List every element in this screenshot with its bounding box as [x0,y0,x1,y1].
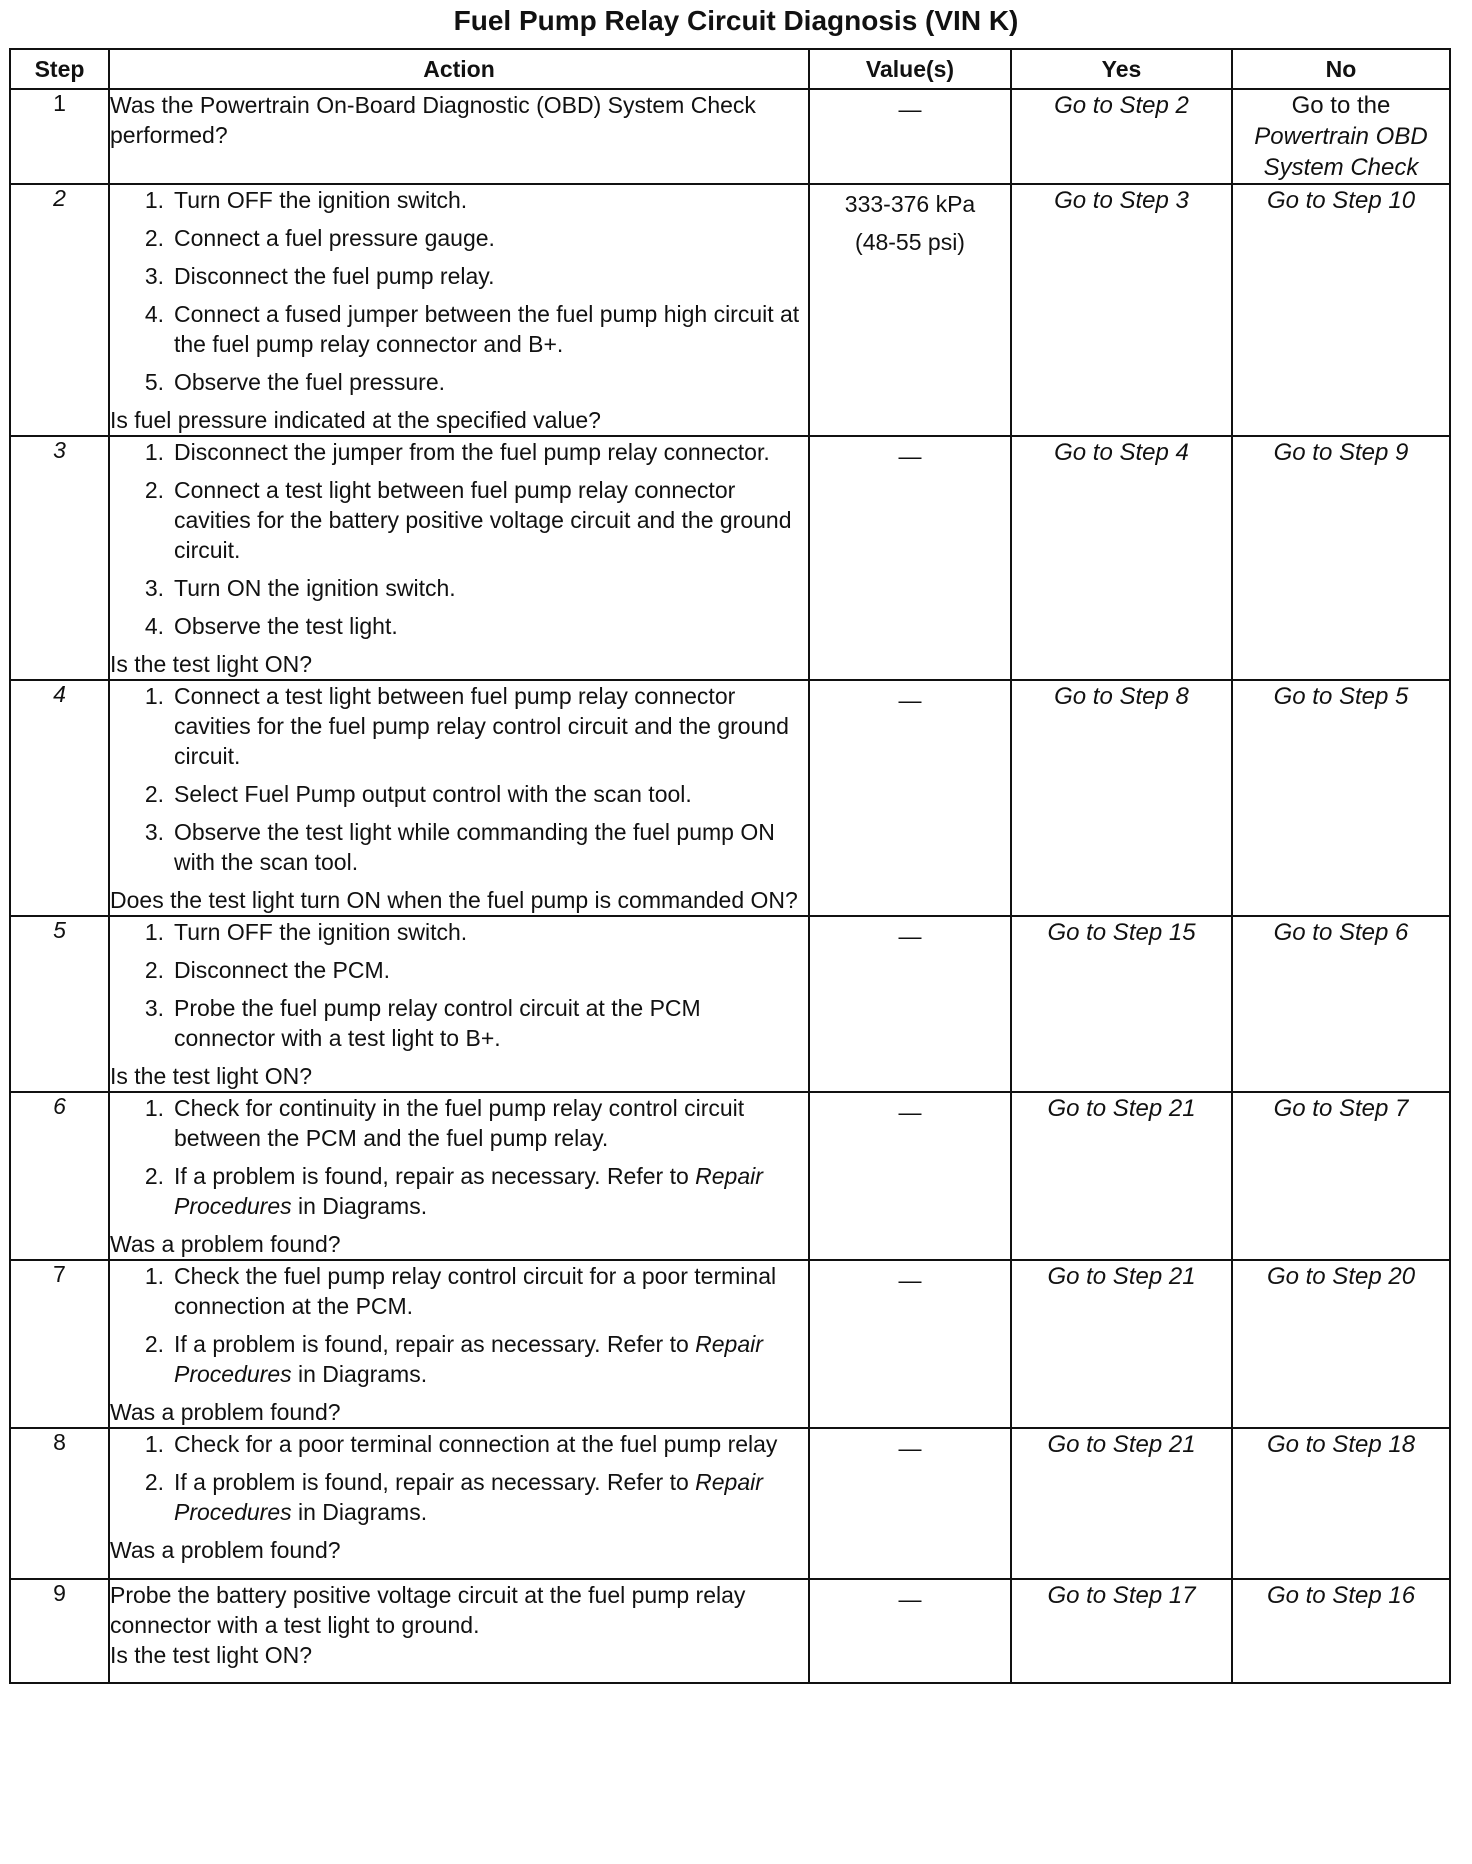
action-step-text-tail: in Diagrams. [291,1361,428,1387]
no-cell: Go to Step 10 [1232,184,1450,436]
yes-cell: Go to Step 17 [1011,1579,1232,1683]
action-step-text [174,817,808,877]
action-step-item [110,993,808,1053]
action-step-item [110,917,808,947]
reference-link-text: Powertrain OBD System Check [1254,123,1428,181]
action-step-item [110,185,808,215]
action-step-text [174,993,808,1053]
action-step-text-tail: in Diagrams. [291,1193,428,1219]
action-step-item [110,1429,808,1459]
value-cell [809,916,1011,1092]
action-step-text-main: Check for a poor terminal connection at the fuel pump relay [174,1431,778,1457]
action-step-item [110,779,808,809]
action-step-number: 2. [144,781,164,807]
action-steps-list [110,681,808,877]
no-cell: Go to Step 6 [1232,916,1450,1092]
action-step-item [110,1161,808,1221]
value-primary: — [898,1099,922,1125]
yes-cell: Go to Step 2 [1011,89,1232,184]
action-step-text-main: Check for continuity in the fuel pump relay control circuit between the PCM and the fuel pump relay. [174,1095,745,1151]
action-step-number: 2. [144,477,164,503]
table-row [10,680,1450,916]
action-step-item [110,1467,808,1527]
no-cell: Go to Step 7 [1232,1092,1450,1260]
no-cell: Go to Step 20 [1232,1260,1450,1428]
action-step-text-main: Observe the fuel pressure. [174,369,446,395]
header-step: Step [10,49,109,89]
action-step-text [174,261,808,291]
step-number: 8 [10,1428,109,1579]
action-step-item [110,223,808,253]
action-step-item [110,1261,808,1321]
table-row [10,436,1450,680]
action-step-text [174,1467,808,1527]
value-primary: — [898,687,922,713]
action-step-text [174,1161,808,1221]
value-cell [809,436,1011,680]
table-row [10,1579,1450,1683]
action-question: Was a problem found? [110,1537,341,1563]
action-cell [109,89,809,184]
action-step-number: 2. [144,1469,164,1495]
action-step-text [174,1093,808,1153]
header-yes: Yes [1011,49,1232,89]
step-number: 6 [10,1092,109,1260]
action-step-text [174,917,808,947]
action-steps-list [110,1429,808,1527]
value-primary: — [898,1267,922,1293]
action-step-text [174,475,808,565]
action-step-text-main: Turn OFF the ignition switch. [174,187,468,213]
action-step-number: 3. [144,263,164,289]
diagnosis-table [9,48,1451,1684]
value-cell [809,1428,1011,1579]
action-step-text-main: Check the fuel pump relay control circuit for a poor terminal connection at the PCM. [174,1263,777,1319]
action-question: Is the test light ON? [110,651,312,677]
action-lead-text: Was the Powertrain On-Board Diagnostic (OBD) System Check performed? [110,92,756,148]
action-step-text [174,573,808,603]
action-step-text-main: Connect a test light between fuel pump relay connector cavities for the fuel pump relay control circuit and the ground circuit. [174,683,789,769]
action-step-number: 5. [144,369,164,395]
action-step-item [110,367,808,397]
action-cell [109,1579,809,1683]
action-step-text [174,223,808,253]
no-cell [1232,89,1450,184]
action-step-text-main: Disconnect the jumper from the fuel pump relay connector. [174,439,770,465]
action-step-item [110,1329,808,1389]
action-step-number: 1. [144,1095,164,1121]
action-steps-list [110,1261,808,1389]
action-step-number: 4. [144,301,164,327]
no-cell: Go to Step 18 [1232,1428,1450,1579]
action-cell [109,916,809,1092]
action-step-text [174,1261,808,1321]
action-cell [109,436,809,680]
action-step-number: 1. [144,1263,164,1289]
action-step-text-tail: in Diagrams. [291,1499,428,1525]
action-step-text [174,1329,808,1389]
table-row [10,184,1450,436]
action-step-text-main: If a problem is found, repair as necessary. Refer to [174,1469,689,1495]
yes-cell: Go to Step 3 [1011,184,1232,436]
action-step-text [174,779,808,809]
action-step-item [110,817,808,877]
value-cell [809,89,1011,184]
value-cell [809,184,1011,436]
action-step-number: 1. [144,187,164,213]
value-secondary: (48-55 psi) [855,229,965,255]
yes-cell: Go to Step 4 [1011,436,1232,680]
value-primary: 333-376 kPa [844,191,976,217]
value-primary: — [898,96,922,122]
step-number: 9 [10,1579,109,1683]
action-step-text [174,299,808,359]
action-step-text [174,185,808,215]
yes-cell: Go to Step 21 [1011,1092,1232,1260]
action-step-text [174,611,808,641]
reference-link-text: Repair Procedures [174,1163,763,1219]
action-step-text [174,437,808,467]
action-step-item [110,611,808,641]
action-step-item [110,1093,808,1153]
no-cell: Go to Step 16 [1232,1579,1450,1683]
step-number: 4 [10,680,109,916]
header-no: No [1232,49,1450,89]
action-step-number: 2. [144,1163,164,1189]
step-number: 3 [10,436,109,680]
action-step-number: 3. [144,575,164,601]
action-step-item [110,261,808,291]
value-primary: — [898,443,922,469]
value-cell [809,1092,1011,1260]
action-step-text-main: If a problem is found, repair as necessary. Refer to [174,1331,689,1357]
action-step-item [110,299,808,359]
action-step-text-main: Connect a fused jumper between the fuel pump high circuit at the fuel pump relay connector and B+. [174,301,800,357]
action-question: Is fuel pressure indicated at the specified value? [110,407,601,433]
action-question: Is the test light ON? [110,1063,312,1089]
action-cell [109,184,809,436]
action-question: Is the test light ON? [110,1642,312,1668]
action-steps-list [110,185,808,397]
action-cell [109,1092,809,1260]
page-title: Fuel Pump Relay Circuit Diagnosis (VIN K) [453,5,1019,36]
action-step-text-main: Disconnect the fuel pump relay. [174,263,495,289]
action-step-text-main: Disconnect the PCM. [174,957,391,983]
action-step-text [174,681,808,771]
reference-link-text: Repair Procedures [174,1331,763,1387]
value-cell [809,1579,1011,1683]
value-cell [809,680,1011,916]
value-primary: — [898,923,922,949]
action-step-number: 1. [144,919,164,945]
reference-link-text: Repair Procedures [174,1469,763,1525]
action-step-text [174,955,808,985]
action-step-text-main: Probe the fuel pump relay control circuit at the PCM connector with a test light to B+. [174,995,701,1051]
value-cell [809,1260,1011,1428]
no-cell: Go to Step 5 [1232,680,1450,916]
action-step-text-main: Turn ON the ignition switch. [174,575,456,601]
action-step-text-main: Connect a fuel pressure gauge. [174,225,495,251]
action-step-text-main: Select Fuel Pump output control with the scan tool. [174,781,692,807]
action-step-item [110,475,808,565]
step-number: 7 [10,1260,109,1428]
value-primary: — [898,1586,922,1612]
action-lead-text: Probe the battery positive voltage circuit at the fuel pump relay connector with a test light to ground. [110,1582,746,1638]
action-step-number: 3. [144,995,164,1021]
table-header-row [10,49,1450,89]
action-step-text-main: Observe the test light while commanding the fuel pump ON with the scan tool. [174,819,775,875]
action-question: Does the test light turn ON when the fuel pump is commanded ON? [110,887,798,913]
no-cell: Go to Step 9 [1232,436,1450,680]
yes-cell: Go to Step 21 [1011,1428,1232,1579]
no-cell-line: Go to the [1291,92,1391,119]
table-row [10,1428,1450,1579]
table-row [10,1260,1450,1428]
step-number: 5 [10,916,109,1092]
action-cell [109,1260,809,1428]
header-action: Action [109,49,809,89]
action-step-number: 2. [144,225,164,251]
action-steps-list [110,917,808,1053]
action-steps-list [110,1093,808,1221]
action-step-number: 2. [144,957,164,983]
action-cell [109,1428,809,1579]
action-step-text-main: If a problem is found, repair as necessary. Refer to [174,1163,689,1189]
action-step-number: 1. [144,683,164,709]
action-step-item [110,681,808,771]
action-step-item [110,437,808,467]
table-row [10,916,1450,1092]
step-number: 1 [10,89,109,184]
action-step-text-main: Turn OFF the ignition switch. [174,919,468,945]
header-values: Value(s) [809,49,1011,89]
yes-cell: Go to Step 21 [1011,1260,1232,1428]
action-question: Was a problem found? [110,1231,341,1257]
action-step-text [174,1429,808,1459]
action-step-text [174,367,808,397]
action-steps-list [110,437,808,641]
action-step-number: 3. [144,819,164,845]
action-step-item [110,573,808,603]
value-primary: — [898,1435,922,1461]
action-step-number: 1. [144,439,164,465]
yes-cell: Go to Step 15 [1011,916,1232,1092]
action-step-number: 1. [144,1431,164,1457]
action-question: Was a problem found? [110,1399,341,1425]
action-step-number: 4. [144,613,164,639]
step-number: 2 [10,184,109,436]
table-row [10,89,1450,184]
action-step-number: 2. [144,1331,164,1357]
action-step-item [110,955,808,985]
action-step-text-main: Observe the test light. [174,613,398,639]
action-cell [109,680,809,916]
yes-cell: Go to Step 8 [1011,680,1232,916]
action-step-text-main: Connect a test light between fuel pump relay connector cavities for the battery positive voltage circuit and the ground circuit. [174,477,792,563]
table-row [10,1092,1450,1260]
